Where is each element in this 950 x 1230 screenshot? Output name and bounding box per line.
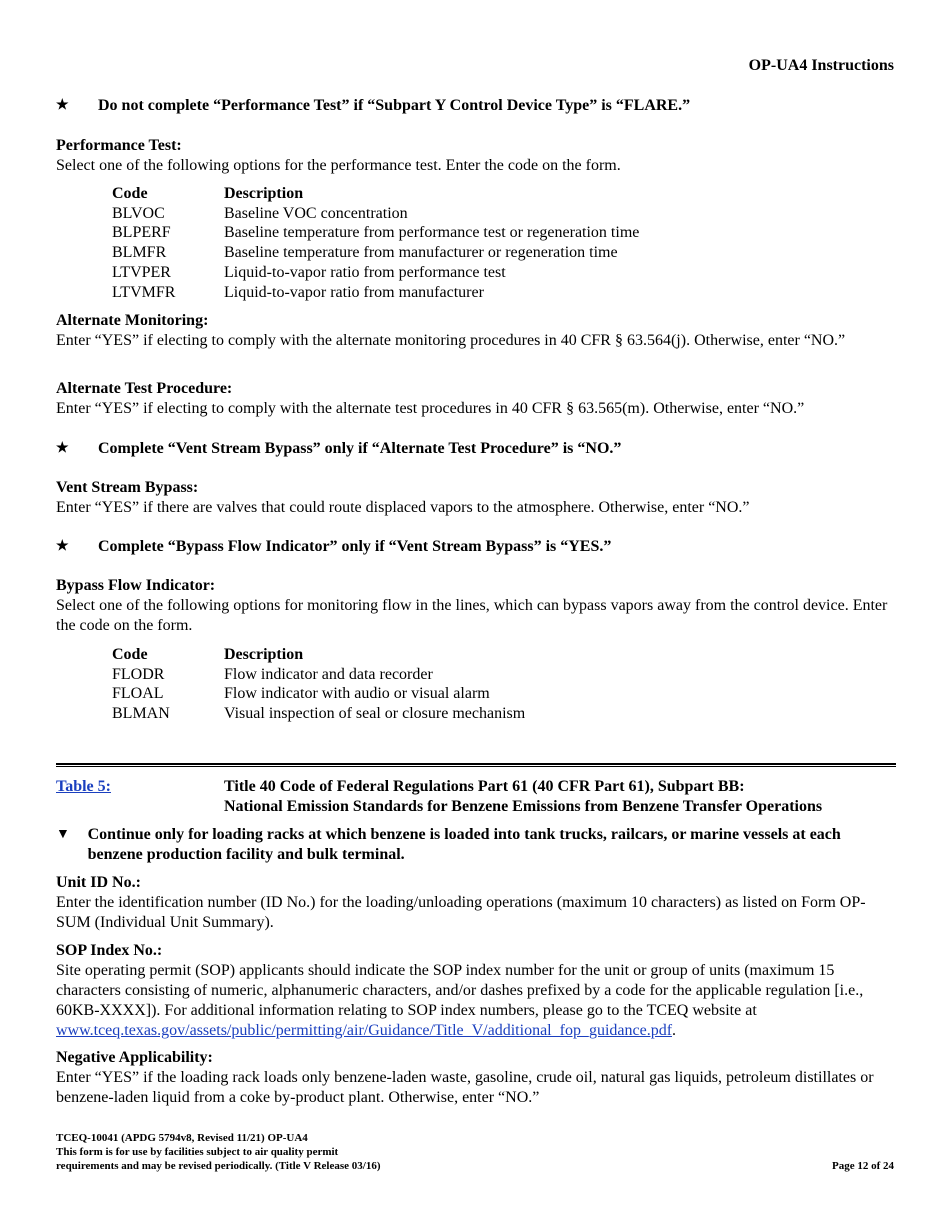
alternate-test-procedure-section [56, 379, 896, 419]
tceq-guidance-link[interactable]: www.tceq.texas.gov/assets/public/permitting/air/Guidance/Title_V/additional_fop_guidance.pdf [56, 1022, 673, 1039]
note-text: Do not complete “Performance Test” if “Subpart Y Control Device Type” is “FLARE.” [98, 97, 691, 114]
description-cell: Liquid-to-vapor ratio from manufacturer [224, 283, 484, 301]
page-footer [56, 1131, 896, 1173]
note-vent-stream-bypass [56, 439, 896, 459]
description-cell: Baseline temperature from manufacturer or regeneration time [224, 244, 618, 262]
star-icon: ★ [56, 98, 69, 113]
section-heading: Bypass Flow Indicator: [56, 577, 216, 594]
note-text: Continue only for loading racks at which benzene is loaded into tank trucks, railcars, or marine vessels at each benzene production facility and bulk terminal. [87, 826, 841, 863]
column-header-description: Description [224, 646, 304, 663]
alternate-monitoring-section [56, 311, 896, 351]
section-text: Enter “YES” if the loading rack loads only benzene-laden waste, gasoline, crude oil, natural gas liquids, petroleum distillates or benzene-laden liquid from a coke by-product plant. Otherwise, enter “NO.” [56, 1069, 874, 1106]
section-heading: Negative Applicability: [56, 1049, 213, 1066]
code-cell: BLVOC [112, 204, 165, 222]
negative-applicability-section [56, 1048, 896, 1108]
table-5-title [56, 777, 896, 817]
section-heading: Alternate Test Procedure: [56, 380, 233, 397]
triangle-down-icon: ▼ [56, 827, 70, 842]
note-bypass-flow-indicator [56, 537, 896, 557]
section-intro: Select one of the following options for the performance test. Enter the code on the form. [56, 157, 621, 174]
table-row [112, 223, 812, 243]
section-text: Enter “YES” if electing to comply with the alternate monitoring procedures in 40 CFR § 63.564(j). Otherwise, enter “NO.” [56, 332, 846, 349]
table-row [112, 704, 812, 724]
sop-text-end: . [672, 1022, 677, 1039]
section-text: Enter the identification number (ID No.) for the loading/unloading operations (maximum 10 characters) as listed on Form OP-SUM (Individual Unit Summary). [56, 894, 866, 931]
description-cell: Baseline temperature from performance test or regeneration time [224, 224, 640, 242]
footer-form-id: TCEQ-10041 (APDG 5794v8, Revised 11/21) OP-UA4 [56, 1132, 308, 1144]
column-header-description: Description [224, 185, 304, 202]
section-text: Enter “YES” if there are valves that could route displaced vapors to the atmosphere. Otherwise, enter “NO.” [56, 499, 750, 516]
table-5-title-line2: National Emission Standards for Benzene Emissions from Benzene Transfer Operations [224, 798, 823, 815]
description-cell: Baseline VOC concentration [224, 204, 408, 222]
code-cell: FLODR [112, 665, 165, 683]
bypass-flow-indicator-section [56, 576, 896, 636]
code-cell: LTVMFR [112, 283, 176, 301]
section-heading: Vent Stream Bypass: [56, 479, 199, 496]
description-cell: Flow indicator with audio or visual alarm [224, 685, 490, 703]
vent-stream-bypass-section [56, 478, 896, 518]
table-5-link[interactable]: Table 5: [56, 778, 111, 795]
code-cell: BLPERF [112, 224, 171, 242]
description-cell: Liquid-to-vapor ratio from performance test [224, 263, 506, 281]
code-cell: BLMAN [112, 705, 170, 723]
table-row [112, 283, 812, 303]
unit-id-section [56, 873, 896, 933]
footer-notice-line1: This form is for use by facilities subject to air quality permit [56, 1146, 339, 1158]
code-cell: FLOAL [112, 685, 164, 703]
section-heading: Performance Test: [56, 137, 182, 154]
table-row [112, 204, 812, 224]
section-text: Enter “YES” if electing to comply with the alternate test procedures in 40 CFR § 63.565(m). Otherwise, enter “NO.” [56, 400, 805, 417]
note-loading-racks [56, 825, 896, 865]
star-icon: ★ [56, 441, 69, 456]
table-row [112, 665, 812, 685]
section-heading: Alternate Monitoring: [56, 312, 209, 329]
code-cell: LTVPER [112, 263, 171, 281]
section-heading: Unit ID No.: [56, 874, 141, 891]
performance-test-section [56, 136, 896, 176]
table-row [112, 263, 812, 283]
note-text: Complete “Vent Stream Bypass” only if “Alternate Test Procedure” is “NO.” [98, 440, 622, 457]
performance-test-code-table [112, 184, 812, 302]
table-5-title-line1: Title 40 Code of Federal Regulations Part 61 (40 CFR Part 61), Subpart BB: [224, 778, 745, 795]
description-cell: Visual inspection of seal or closure mechanism [224, 705, 526, 723]
column-header-code: Code [112, 185, 148, 202]
bypass-flow-code-table [112, 645, 812, 724]
note-flare [56, 96, 896, 116]
footer-notice-line2: requirements and may be revised periodically. (Title V Release 03/16) [56, 1160, 381, 1172]
page-number: Page 12 of 24 [831, 1160, 894, 1172]
star-icon: ★ [56, 539, 69, 554]
table-row [112, 684, 812, 704]
section-intro: Select one of the following options for monitoring flow in the lines, which can bypass vapors away from the control device. Enter the code on the form. [56, 597, 888, 634]
table-5-heading [224, 777, 822, 817]
table-row [112, 243, 812, 263]
column-header-code: Code [112, 646, 148, 663]
code-cell: BLMFR [112, 244, 167, 262]
section-divider [56, 763, 896, 767]
sop-index-section [56, 941, 896, 1041]
page-header-title: OP-UA4 Instructions [748, 57, 894, 74]
note-text: Complete “Bypass Flow Indicator” only if “Vent Stream Bypass” is “YES.” [98, 538, 612, 555]
section-heading: SOP Index No.: [56, 942, 163, 959]
section-text [56, 961, 896, 1041]
table-header-row [112, 645, 812, 665]
table-header-row [112, 184, 812, 204]
sop-text: Site operating permit (SOP) applicants should indicate the SOP index number for the unit or group of units (maximum 15 characters consisting of numeric, alphanumeric characters, and/or dashes prefixed by a code for the applicable regulation [i.e., 60KB-XXXX]). For additional information relating to SOP index numbers, please go to the TCEQ website at [56, 962, 864, 1019]
description-cell: Flow indicator and data recorder [224, 665, 433, 683]
